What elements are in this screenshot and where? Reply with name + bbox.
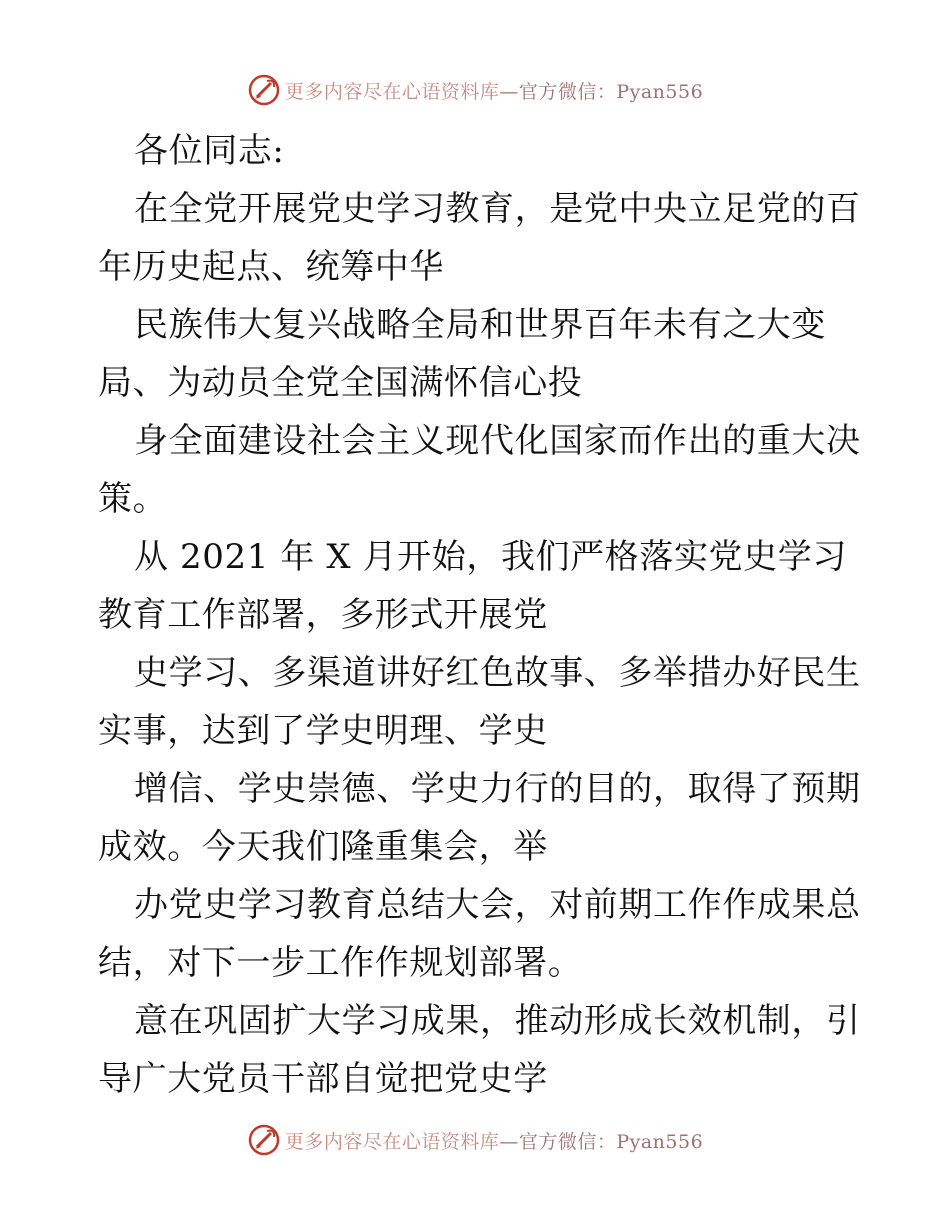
watermark-text: 更多内容尽在心语资料库—官方微信：Pyan556 xyxy=(284,80,704,103)
text-line: 从 2021 年 X 月开始，我们严格落实党史学习 xyxy=(134,537,847,577)
text-line: 意在巩固扩大学习成果，推动形成长效机制，引 xyxy=(134,1001,861,1041)
text-line: 导广大党员干部自觉把党史学 xyxy=(98,1059,548,1099)
text-line: 在全党开展党史学习教育，是党中央立足党的百 xyxy=(134,189,861,229)
text-line: 民族伟大复兴战略全局和世界百年未有之大变 xyxy=(134,305,826,345)
text-line: 局、为动员全党全国满怀信心投 xyxy=(98,363,583,403)
text-line: 策。 xyxy=(98,479,168,519)
text-line: 年历史起点、统筹中华 xyxy=(98,247,444,287)
pen-logo-icon xyxy=(247,73,281,107)
footer-watermark xyxy=(0,1120,950,1160)
text-line: 各位同志: xyxy=(134,131,285,171)
text-line: 史学习、多渠道讲好红色故事、多举措办好民生 xyxy=(134,653,861,693)
text-line: 办党史学习教育总结大会，对前期工作作成果总 xyxy=(134,885,861,925)
text-line: 教育工作部署，多形式开展党 xyxy=(98,595,548,635)
header-watermark xyxy=(0,70,950,110)
watermark-text: 更多内容尽在心语资料库—官方微信：Pyan556 xyxy=(284,1130,704,1153)
text-line: 实事，达到了学史明理、学史 xyxy=(98,711,548,751)
text-line: 增信、学史崇德、学史力行的目的，取得了预期 xyxy=(134,769,861,809)
text-line: 成效。今天我们隆重集会，举 xyxy=(98,827,548,867)
document-body xyxy=(98,122,861,1108)
pen-logo-icon xyxy=(247,1123,281,1157)
text-line: 结，对下一步工作作规划部署。 xyxy=(98,943,583,983)
text-line: 身全面建设社会主义现代化国家而作出的重大决 xyxy=(134,421,861,461)
